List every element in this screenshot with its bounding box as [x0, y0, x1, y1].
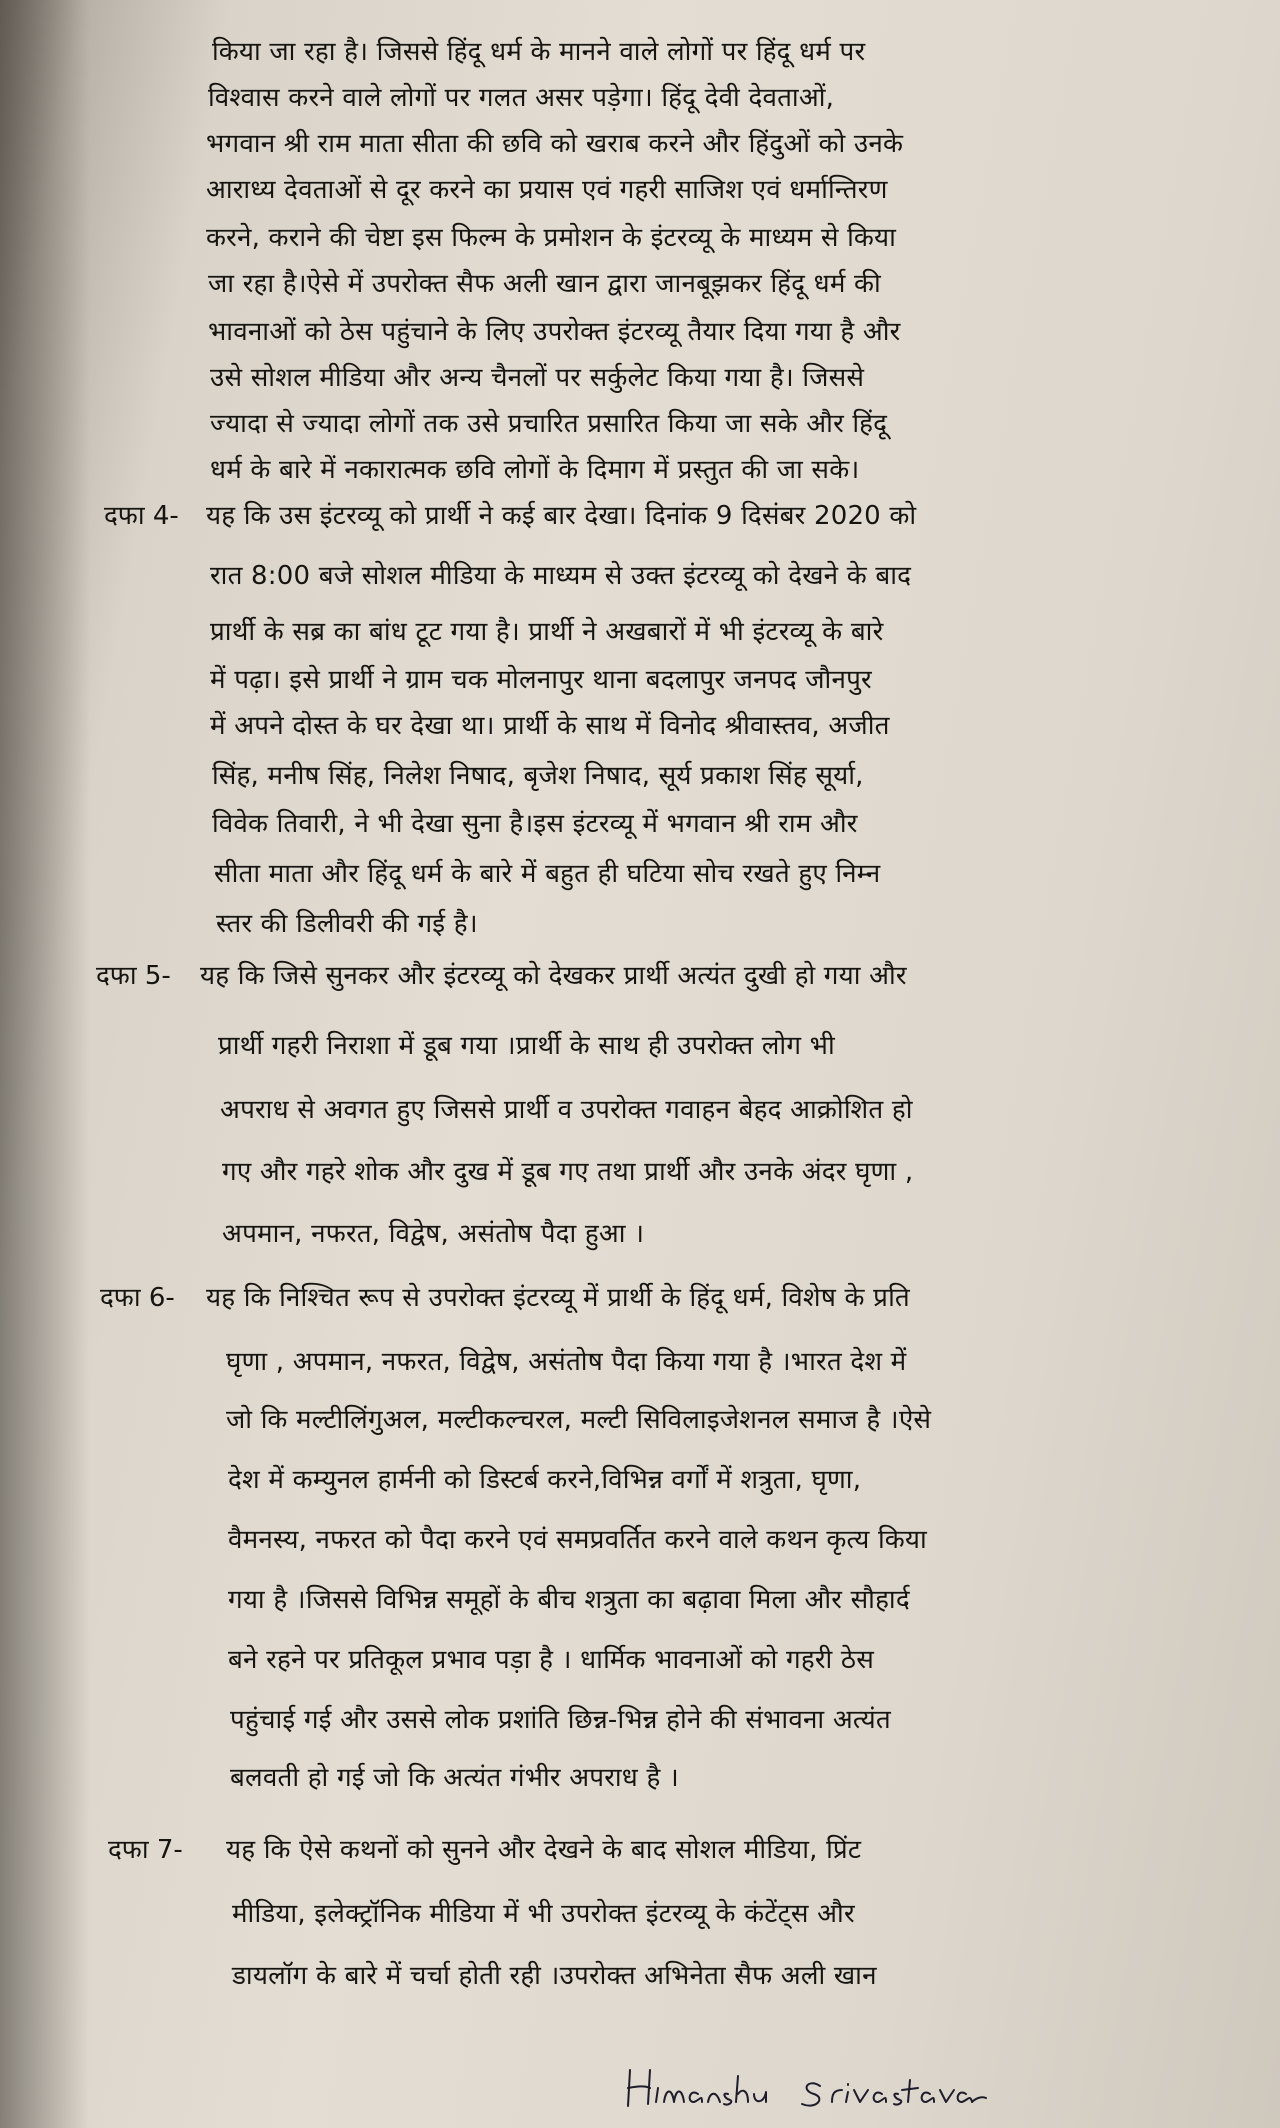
text-line: गया है ।जिससे विभिन्न समूहों के बीच शत्रुता का बढ़ावा मिला और सौहार्द [228, 1585, 910, 1615]
text-line: धर्म के बारे में नकारात्मक छवि लोगों के दिमाग में प्रस्तुत की जा सके। [210, 455, 860, 485]
paragraph-label: दफा 6- [100, 1283, 175, 1313]
paragraph-label: दफा 5- [96, 961, 171, 991]
text-line: जो कि मल्टीलिंगुअल, मल्टीकल्चरल, मल्टी सिविलाइजेशनल समाज है ।ऐसे [226, 1405, 932, 1435]
text-line: उसे सोशल मीडिया और अन्य चैनलों पर सर्कुलेट किया गया है। जिससे [210, 363, 865, 393]
text-line: देश में कम्युनल हार्मनी को डिस्टर्ब करने,विभिन्न वर्गों में शत्रुता, घृणा, [228, 1465, 862, 1495]
text-line: यह कि जिसे सुनकर और इंटरव्यू को देखकर प्रार्थी अत्यंत दुखी हो गया और [200, 961, 907, 991]
text-line: डायलॉग के बारे में चर्चा होती रही ।उपरोक्त अभिनेता सैफ अली खान [232, 1961, 877, 1991]
text-line: यह कि ऐसे कथनों को सुनने और देखने के बाद सोशल मीडिया, प्रिंट [226, 1835, 862, 1865]
text-line: मीडिया, इलेक्ट्रॉनिक मीडिया में भी उपरोक्त इंटरव्यू के कंटेंट्स और [232, 1899, 855, 1929]
text-line: किया जा रहा है। जिससे हिंदू धर्म के मानने वाले लोगों पर हिंदू धर्म पर [212, 37, 866, 67]
text-line: घृणा , अपमान, नफरत, विद्वेष, असंतोष पैदा किया गया है ।भारत देश में [226, 1347, 907, 1377]
text-line: यह कि उस इंटरव्यू को प्रार्थी ने कई बार देखा। दिनांक 9 दिसंबर 2020 को [206, 501, 917, 531]
text-line: सिंह, मनीष सिंह, निलेश निषाद, बृजेश निषाद, सूर्य प्रकाश सिंह सूर्या, [212, 761, 864, 791]
text-line: भावनाओं को ठेस पहुंचाने के लिए उपरोक्त इंटरव्यू तैयार दिया गया है और [208, 317, 901, 347]
text-line: प्रार्थी गहरी निराशा में डूब गया ।प्रार्थी के साथ ही उपरोक्त लोग भी [218, 1031, 835, 1061]
paragraph-label: दफा 7- [108, 1835, 183, 1865]
text-line: अपमान, नफरत, विद्वेष, असंतोष पैदा हुआ । [222, 1219, 645, 1249]
text-line: वैमनस्य, नफरत को पैदा करने एवं समप्रवर्तित करने वाले कथन कृत्य किया [228, 1525, 927, 1555]
text-line: गए और गहरे शोक और दुख में डूब गए तथा प्रार्थी और उनके अंदर घृणा , [222, 1157, 914, 1187]
handwritten-signature [620, 2058, 1040, 2118]
text-line: जा रहा है।ऐसे में उपरोक्त सैफ अली खान द्वारा जानबूझकर हिंदू धर्म की [208, 269, 881, 299]
text-line: यह कि निश्चित रूप से उपरोक्त इंटरव्यू में प्रार्थी के हिंदू धर्म, विशेष के प्रति [206, 1283, 910, 1313]
text-line: पहुंचाई गई और उससे लोक प्रशांति छिन्न-भिन्न होने की संभावना अत्यंत [230, 1705, 891, 1735]
text-line: सीता माता और हिंदू धर्म के बारे में बहुत ही घटिया सोच रखते हुए निम्न [214, 859, 881, 889]
text-line: में अपने दोस्त के घर देखा था। प्रार्थी के साथ में विनोद श्रीवास्तव, अजीत [210, 711, 890, 741]
text-line: विवेक तिवारी, ने भी देखा सुना है।इस इंटरव्यू में भगवान श्री राम और [212, 809, 858, 839]
text-line: प्रार्थी के सब्र का बांध टूट गया है। प्रार्थी ने अखबारों में भी इंटरव्यू के बारे [210, 617, 884, 647]
text-line: भगवान श्री राम माता सीता की छवि को खराब करने और हिंदुओं को उनके [206, 129, 904, 159]
text-line: आराध्य देवताओं से दूर करने का प्रयास एवं गहरी साजिश एवं धर्मान्तिरण [206, 175, 888, 205]
text-line: बलवती हो गई जो कि अत्यंत गंभीर अपराध है । [230, 1763, 679, 1793]
text-line: करने, कराने की चेष्टा इस फिल्म के प्रमोशन के इंटरव्यू के माध्यम से किया [206, 223, 897, 253]
text-line: विश्वास करने वाले लोगों पर गलत असर पड़ेगा। हिंदू देवी देवताओं, [208, 83, 835, 113]
text-line: ज्यादा से ज्यादा लोगों तक उसे प्रचारित प्रसारित किया जा सके और हिंदू [210, 409, 888, 439]
paragraph-label: दफा 4- [104, 501, 179, 531]
text-line: बने रहने पर प्रतिकूल प्रभाव पड़ा है । धार्मिक भावनाओं को गहरी ठेस [228, 1645, 874, 1675]
text-line: रात 8:00 बजे सोशल मीडिया के माध्यम से उक्त इंटरव्यू को देखने के बाद [210, 561, 912, 591]
text-line: अपराध से अवगत हुए जिससे प्रार्थी व उपरोक्त गवाहन बेहद आक्रोशित हो [220, 1095, 913, 1125]
text-line: स्तर की डिलीवरी की गई है। [216, 909, 478, 939]
text-line: में पढ़ा। इसे प्रार्थी ने ग्राम चक मोलनापुर थाना बदलापुर जनपद जौनपुर [210, 665, 872, 695]
